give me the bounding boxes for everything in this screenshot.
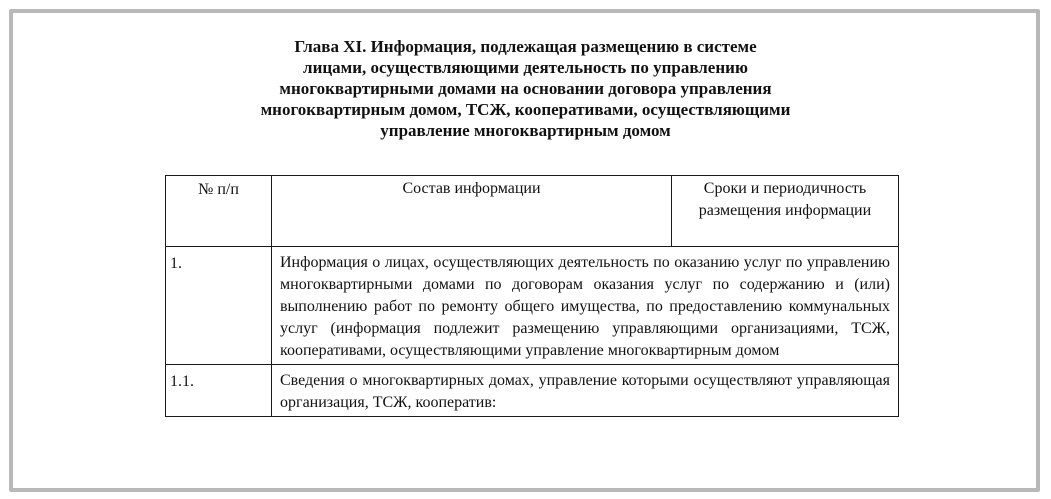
row-text: Информация о лицах, осуществляющих деятельность по оказанию услуг по управлению многоквартирными домами по договорам оказания услуг по содержанию и (или) выполнению работ по ремонту общего имущества, по предоставлению коммунальных услуг (информация подлежит размещению управляющими организациями, ТСЖ, кооперативами, осуществляющими управление многоквартирным домом (272, 247, 899, 365)
heading-line: лицами, осуществляющими деятельность по управлению (303, 58, 748, 77)
row-number: 1.1. (166, 365, 272, 417)
table-row (166, 365, 899, 417)
heading-line: управление многоквартирным домом (380, 121, 671, 140)
header-deadlines: Сроки и периодичность размещения информации (672, 176, 899, 247)
crop-mask (160, 467, 900, 482)
heading-line: Глава XI. Информация, подлежащая размещению в системе (294, 37, 757, 56)
header-content: Состав информации (272, 176, 672, 247)
row-number: 1. (166, 247, 272, 365)
heading-line: многоквартирным домом, ТСЖ, кооперативами, осуществляющими (260, 100, 791, 119)
row-text: Сведения о многоквартирных домах, управление которыми осуществляют управляющая организация, ТСЖ, кооператив: (272, 365, 899, 417)
table-row (166, 247, 899, 365)
heading-line: многоквартирными домами на основании договора управления (279, 79, 772, 98)
header-number: № п/п (166, 176, 272, 247)
chapter-heading (0, 36, 1051, 141)
information-table (165, 175, 899, 417)
table-header-row (166, 176, 899, 247)
